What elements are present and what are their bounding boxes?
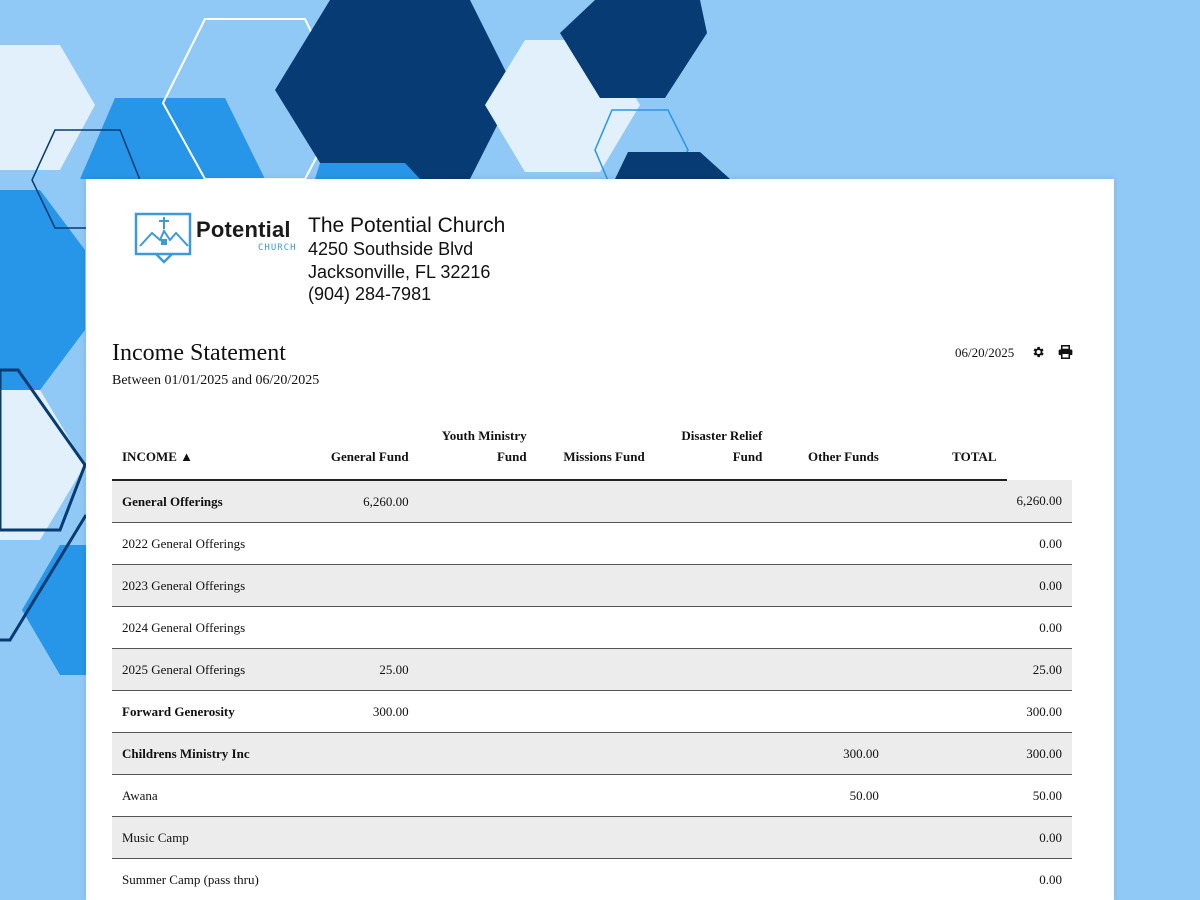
fund-amount <box>889 649 1007 691</box>
fund-amount <box>889 817 1007 859</box>
fund-amount <box>772 607 889 649</box>
church-address-line-2: Jacksonville, FL 32216 <box>308 261 491 282</box>
fund-amount <box>301 733 419 775</box>
report-title: Income Statement <box>112 340 286 366</box>
fund-amount <box>419 859 537 900</box>
fund-amount <box>537 523 655 565</box>
fund-amount <box>655 691 773 733</box>
account-name: Childrens Ministry Inc <box>112 733 301 775</box>
account-name: 2024 General Offerings <box>112 607 301 649</box>
fund-amount <box>772 817 889 859</box>
account-name: Awana <box>112 775 301 817</box>
fund-amount <box>889 480 1007 523</box>
fund-amount <box>889 565 1007 607</box>
printer-icon[interactable] <box>1058 345 1073 359</box>
fund-amount <box>772 859 889 900</box>
column-header-total[interactable]: TOTAL <box>889 415 1007 480</box>
table-row <box>112 859 1072 900</box>
table-row <box>112 817 1072 859</box>
table-row <box>112 523 1072 565</box>
fund-amount <box>537 480 655 523</box>
fund-amount: 50.00 <box>772 775 889 817</box>
fund-amount <box>537 607 655 649</box>
fund-amount <box>772 523 889 565</box>
fund-amount <box>655 565 773 607</box>
church-name: The Potential Church <box>308 214 506 237</box>
row-total: 300.00 <box>1007 733 1073 775</box>
row-total: 0.00 <box>1007 523 1073 565</box>
fund-amount <box>537 775 655 817</box>
account-name: General Offerings <box>112 480 301 523</box>
fund-amount <box>655 775 773 817</box>
fund-amount: 300.00 <box>301 691 419 733</box>
report-card <box>86 179 1114 900</box>
account-name: Forward Generosity <box>112 691 301 733</box>
fund-amount <box>655 607 773 649</box>
table-row <box>112 691 1072 733</box>
fund-amount <box>419 565 537 607</box>
logo-wordmark: Potential <box>196 217 291 242</box>
gear-icon[interactable] <box>1031 345 1045 359</box>
table-row <box>112 480 1072 523</box>
fund-amount <box>301 607 419 649</box>
row-total: 0.00 <box>1007 565 1073 607</box>
income-statement-table <box>112 415 1072 900</box>
account-name: 2023 General Offerings <box>112 565 301 607</box>
fund-amount <box>889 607 1007 649</box>
fund-amount <box>301 775 419 817</box>
fund-amount <box>655 649 773 691</box>
row-total: 0.00 <box>1007 859 1073 900</box>
fund-amount <box>655 523 773 565</box>
row-total: 0.00 <box>1007 607 1073 649</box>
account-name: Summer Camp (pass thru) <box>112 859 301 900</box>
column-header-youth-ministry-fund[interactable]: Youth Ministry Fund <box>419 415 537 480</box>
fund-amount: 6,260.00 <box>301 480 419 523</box>
account-name: 2022 General Offerings <box>112 523 301 565</box>
fund-amount <box>889 523 1007 565</box>
fund-amount <box>419 733 537 775</box>
church-logo <box>134 209 304 265</box>
column-header-other-funds[interactable]: Other Funds <box>772 415 889 480</box>
table-row <box>112 649 1072 691</box>
row-total: 50.00 <box>1007 775 1073 817</box>
column-header-income[interactable]: INCOME ▲ <box>112 415 301 480</box>
table-row <box>112 607 1072 649</box>
report-date: 06/20/2025 <box>955 345 1015 360</box>
row-total: 25.00 <box>1007 649 1073 691</box>
column-header-disaster-relief-fund[interactable]: Disaster Relief Fund <box>655 415 773 480</box>
fund-amount <box>537 649 655 691</box>
fund-amount <box>655 817 773 859</box>
fund-amount <box>537 565 655 607</box>
church-logo-icon <box>134 209 194 265</box>
fund-amount <box>419 649 537 691</box>
fund-amount <box>772 480 889 523</box>
table-header-row <box>112 415 1072 480</box>
fund-amount <box>889 733 1007 775</box>
fund-amount <box>655 480 773 523</box>
table-row <box>112 775 1072 817</box>
account-name: Music Camp <box>112 817 301 859</box>
fund-amount <box>889 691 1007 733</box>
fund-amount <box>301 817 419 859</box>
account-name: 2025 General Offerings <box>112 649 301 691</box>
fund-amount <box>419 523 537 565</box>
fund-amount <box>537 859 655 900</box>
church-info <box>308 214 505 306</box>
fund-amount <box>419 817 537 859</box>
fund-amount <box>889 859 1007 900</box>
fund-amount <box>889 775 1007 817</box>
church-address-line-1: 4250 Southside Blvd <box>308 239 474 259</box>
table-row <box>112 733 1072 775</box>
fund-amount <box>537 691 655 733</box>
fund-amount: 300.00 <box>772 733 889 775</box>
row-total: 300.00 <box>1007 691 1073 733</box>
fund-amount <box>301 523 419 565</box>
row-total: 0.00 <box>1007 817 1073 859</box>
church-phone: (904) 284-7981 <box>308 284 432 304</box>
report-date-range: Between 01/01/2025 and 06/20/2025 <box>112 373 320 388</box>
row-total: 6,260.00 <box>1007 480 1073 523</box>
fund-amount <box>772 649 889 691</box>
fund-amount: 25.00 <box>301 649 419 691</box>
fund-amount <box>655 733 773 775</box>
logo-subtitle: CHURCH <box>258 243 297 253</box>
fund-amount <box>772 565 889 607</box>
fund-amount <box>301 859 419 900</box>
column-header-missions-fund[interactable]: Missions Fund <box>537 415 655 480</box>
fund-amount <box>419 607 537 649</box>
table-body <box>112 480 1072 900</box>
table-row <box>112 565 1072 607</box>
fund-amount <box>419 480 537 523</box>
fund-amount <box>537 733 655 775</box>
column-header-general-fund[interactable]: General Fund <box>301 415 419 480</box>
fund-amount <box>301 565 419 607</box>
fund-amount <box>772 691 889 733</box>
fund-amount <box>419 775 537 817</box>
fund-amount <box>655 859 773 900</box>
fund-amount <box>537 817 655 859</box>
fund-amount <box>419 691 537 733</box>
